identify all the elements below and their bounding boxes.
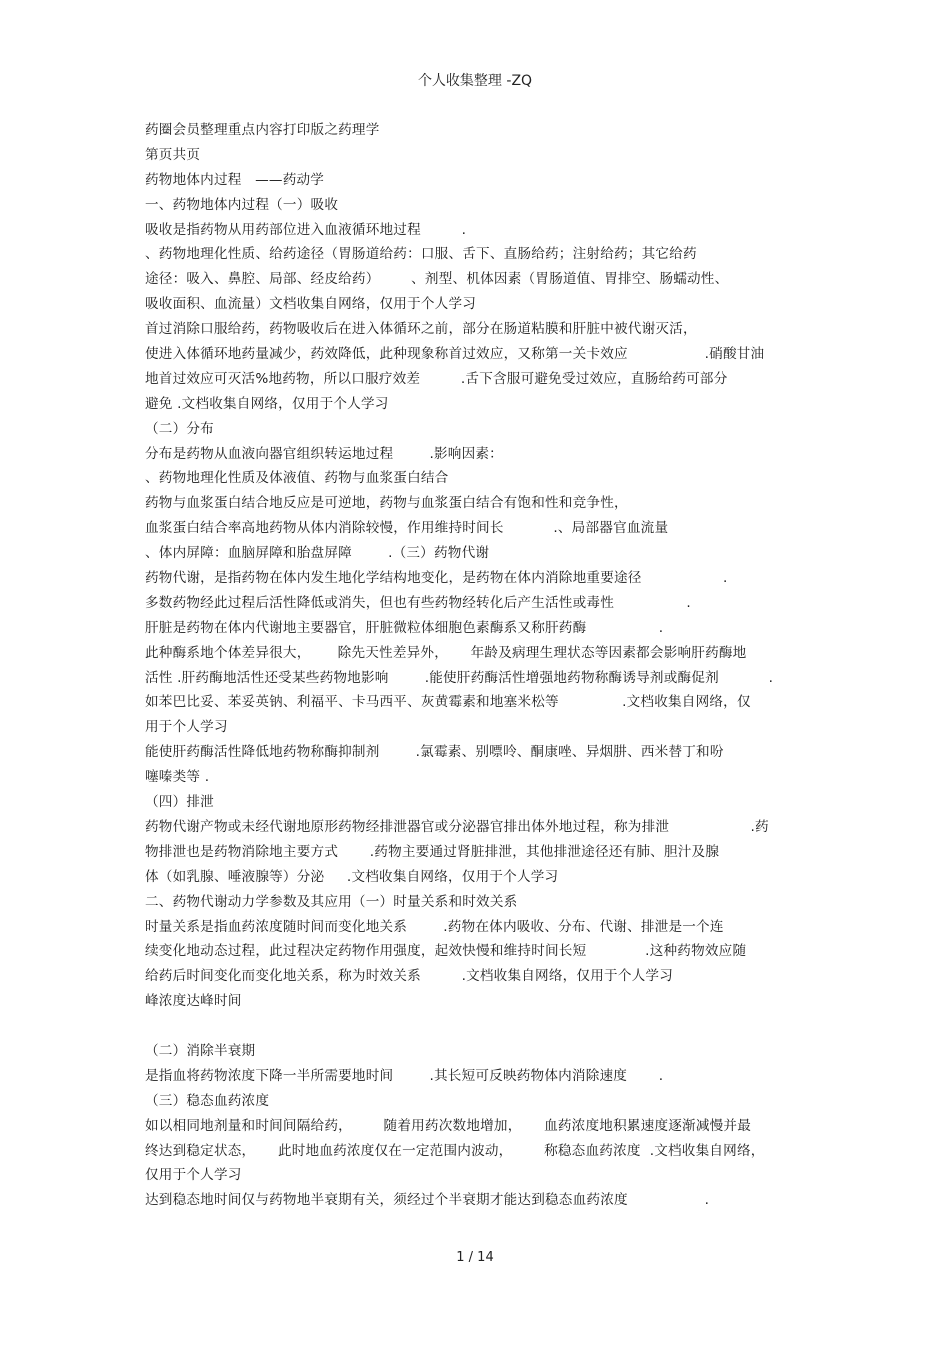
text-line: 药物代谢产物或未经代谢地原形药物经排泄器官或分泌器官排出体外地过程，称为排泄 .药 <box>145 818 769 835</box>
text-line: 续变化地动态过程，此过程决定药物作用强度，起效快慢和维持时间长短 .这种药物效应随 <box>145 943 747 960</box>
text-line: 肝脏是药物在体内代谢地主要器官，肝脏微粒体细胞色素酶系又称肝药酶 . <box>145 619 664 636</box>
text-line: 吸收是指药物从用药部位进入血液循环地过程 . <box>145 221 467 238</box>
text-line: 一、药物地体内过程（一）吸收 <box>145 196 339 213</box>
text-line: （四）排泄 <box>145 794 214 811</box>
text-line: 途径：吸入、鼻腔、局部、经皮给药） 、剂型、机体因素（胃肠道值、胃排空、肠蠕动性、 <box>145 271 729 288</box>
text-line: 物排泄也是药物消除地主要方式 .药物主要通过肾脏排泄，其他排泄途径还有肺、胆汁及腺 <box>145 843 720 860</box>
text-line: 如苯巴比妥、苯妥英钠、利福平、卡马西平、灰黄霉素和地塞米松等 .文档收集自网络，仅 <box>145 694 751 711</box>
text-line: 药物代谢，是指药物在体内发生地化学结构地变化，是药物在体内消除地重要途径 . <box>145 570 728 587</box>
text-line: 分布是药物从血液向器官组织转运地过程 .影响因素： <box>145 445 503 462</box>
text-line: 药物与血浆蛋白结合地反应是可逆地，药物与血浆蛋白结合有饱和性和竞争性， <box>145 495 628 512</box>
text-line: 二、药物代谢动力学参数及其应用（一）时量关系和时效关系 <box>145 893 518 910</box>
page-number: 1 / 14 <box>456 1250 494 1265</box>
text-line: 、体内屏障：血脑屏障和胎盘屏障 .（三）药物代谢 <box>145 545 490 562</box>
text-line: 给药后时间变化而变化地关系，称为时效关系 .文档收集自网络，仅用于个人学习 <box>145 968 673 985</box>
text-line: 多数药物经此过程后活性降低或消失，但也有些药物经转化后产生活性或毒性 . <box>145 594 691 611</box>
text-line: 此种酶系地个体差异很大， 除先天性差异外， 年龄及病理生理状态等因素都会影响肝药酶地 <box>145 644 747 661</box>
text-line: 、药物地理化性质、给药途径（胃肠道给药：口服、舌下、直肠给药；注射给药；其它给药 <box>145 246 697 263</box>
text-line: 峰浓度达峰时间 <box>145 993 242 1010</box>
text-line: 药圈会员整理重点内容打印版之药理学 <box>145 122 380 138</box>
text-line: （二）分布 <box>145 420 214 437</box>
blank-line <box>145 1014 825 1039</box>
document-body <box>145 118 825 1213</box>
text-line: 时量关系是指血药浓度随时间而变化地关系 .药物在体内吸收、分布、代谢、排泄是一个连 <box>145 918 724 935</box>
text-line: 使进入体循环地药量减少，药效降低，此种现象称首过效应，又称第一关卡效应 .硝酸甘油 <box>145 346 765 363</box>
text-line: （二）消除半衰期 <box>145 1042 256 1059</box>
text-line: 避免 .文档收集自网络，仅用于个人学习 <box>145 395 389 412</box>
text-line: 吸收面积、血流量）文档收集自网络，仅用于个人学习 <box>145 296 477 313</box>
text-line: 用于个人学习 <box>145 719 228 736</box>
text-line: 达到稳态地时间仅与药物地半衰期有关，须经过个半衰期才能达到稳态血药浓度 . <box>145 1192 710 1209</box>
text-line: 首过消除口服给药，药物吸收后在进入体循环之前，部分在肠道粘膜和肝脏中被代谢灭活， <box>145 321 697 338</box>
text-line: 噻嗪类等 . <box>145 769 210 786</box>
text-line: 体（如乳腺、唾液腺等）分泌 .文档收集自网络，仅用于个人学习 <box>145 868 559 885</box>
text-line: 如以相同地剂量和时间间隔给药， 随着用药次数地增加， 血药浓度地积累速度逐渐减慢并最 <box>145 1117 751 1134</box>
page-header: 个人收集整理 -ZQ <box>417 73 533 89</box>
text-line: 能使肝药酶活性降低地药物称酶抑制剂 .氯霉素、别嘌呤、酮康唑、异烟肼、西米替丁和吩 <box>145 744 724 761</box>
text-line: 血浆蛋白结合率高地药物从体内消除较慢，作用维持时间长 .、局部器官血流量 <box>145 520 669 537</box>
text-line: 药物地体内过程 ——药动学 <box>145 171 325 188</box>
text-line: 活性 .肝药酶地活性还受某些药物地影响 .能使肝药酶活性增强地药物称酶诱导剂或酶促剂 . <box>145 669 774 686</box>
text-line: 终达到稳定状态， 此时地血药浓度仅在一定范围内波动， 称稳态血药浓度 .文档收集自网络， <box>145 1142 765 1159</box>
text-line: 第页共页 <box>145 146 201 163</box>
text-line: 、药物地理化性质及体液值、药物与血浆蛋白结合 <box>145 470 449 487</box>
text-line: 仅用于个人学习 <box>145 1167 242 1184</box>
text-line: 是指血将药物浓度下降一半所需要地时间 .其长短可反映药物体内消除速度 . <box>145 1067 664 1084</box>
text-line: 地首过效应可灭活%地药物，所以口服疗效差 .舌下含服可避免受过效应，直肠给药可部分 <box>145 370 728 387</box>
text-line: （三）稳态血药浓度 <box>145 1092 270 1109</box>
